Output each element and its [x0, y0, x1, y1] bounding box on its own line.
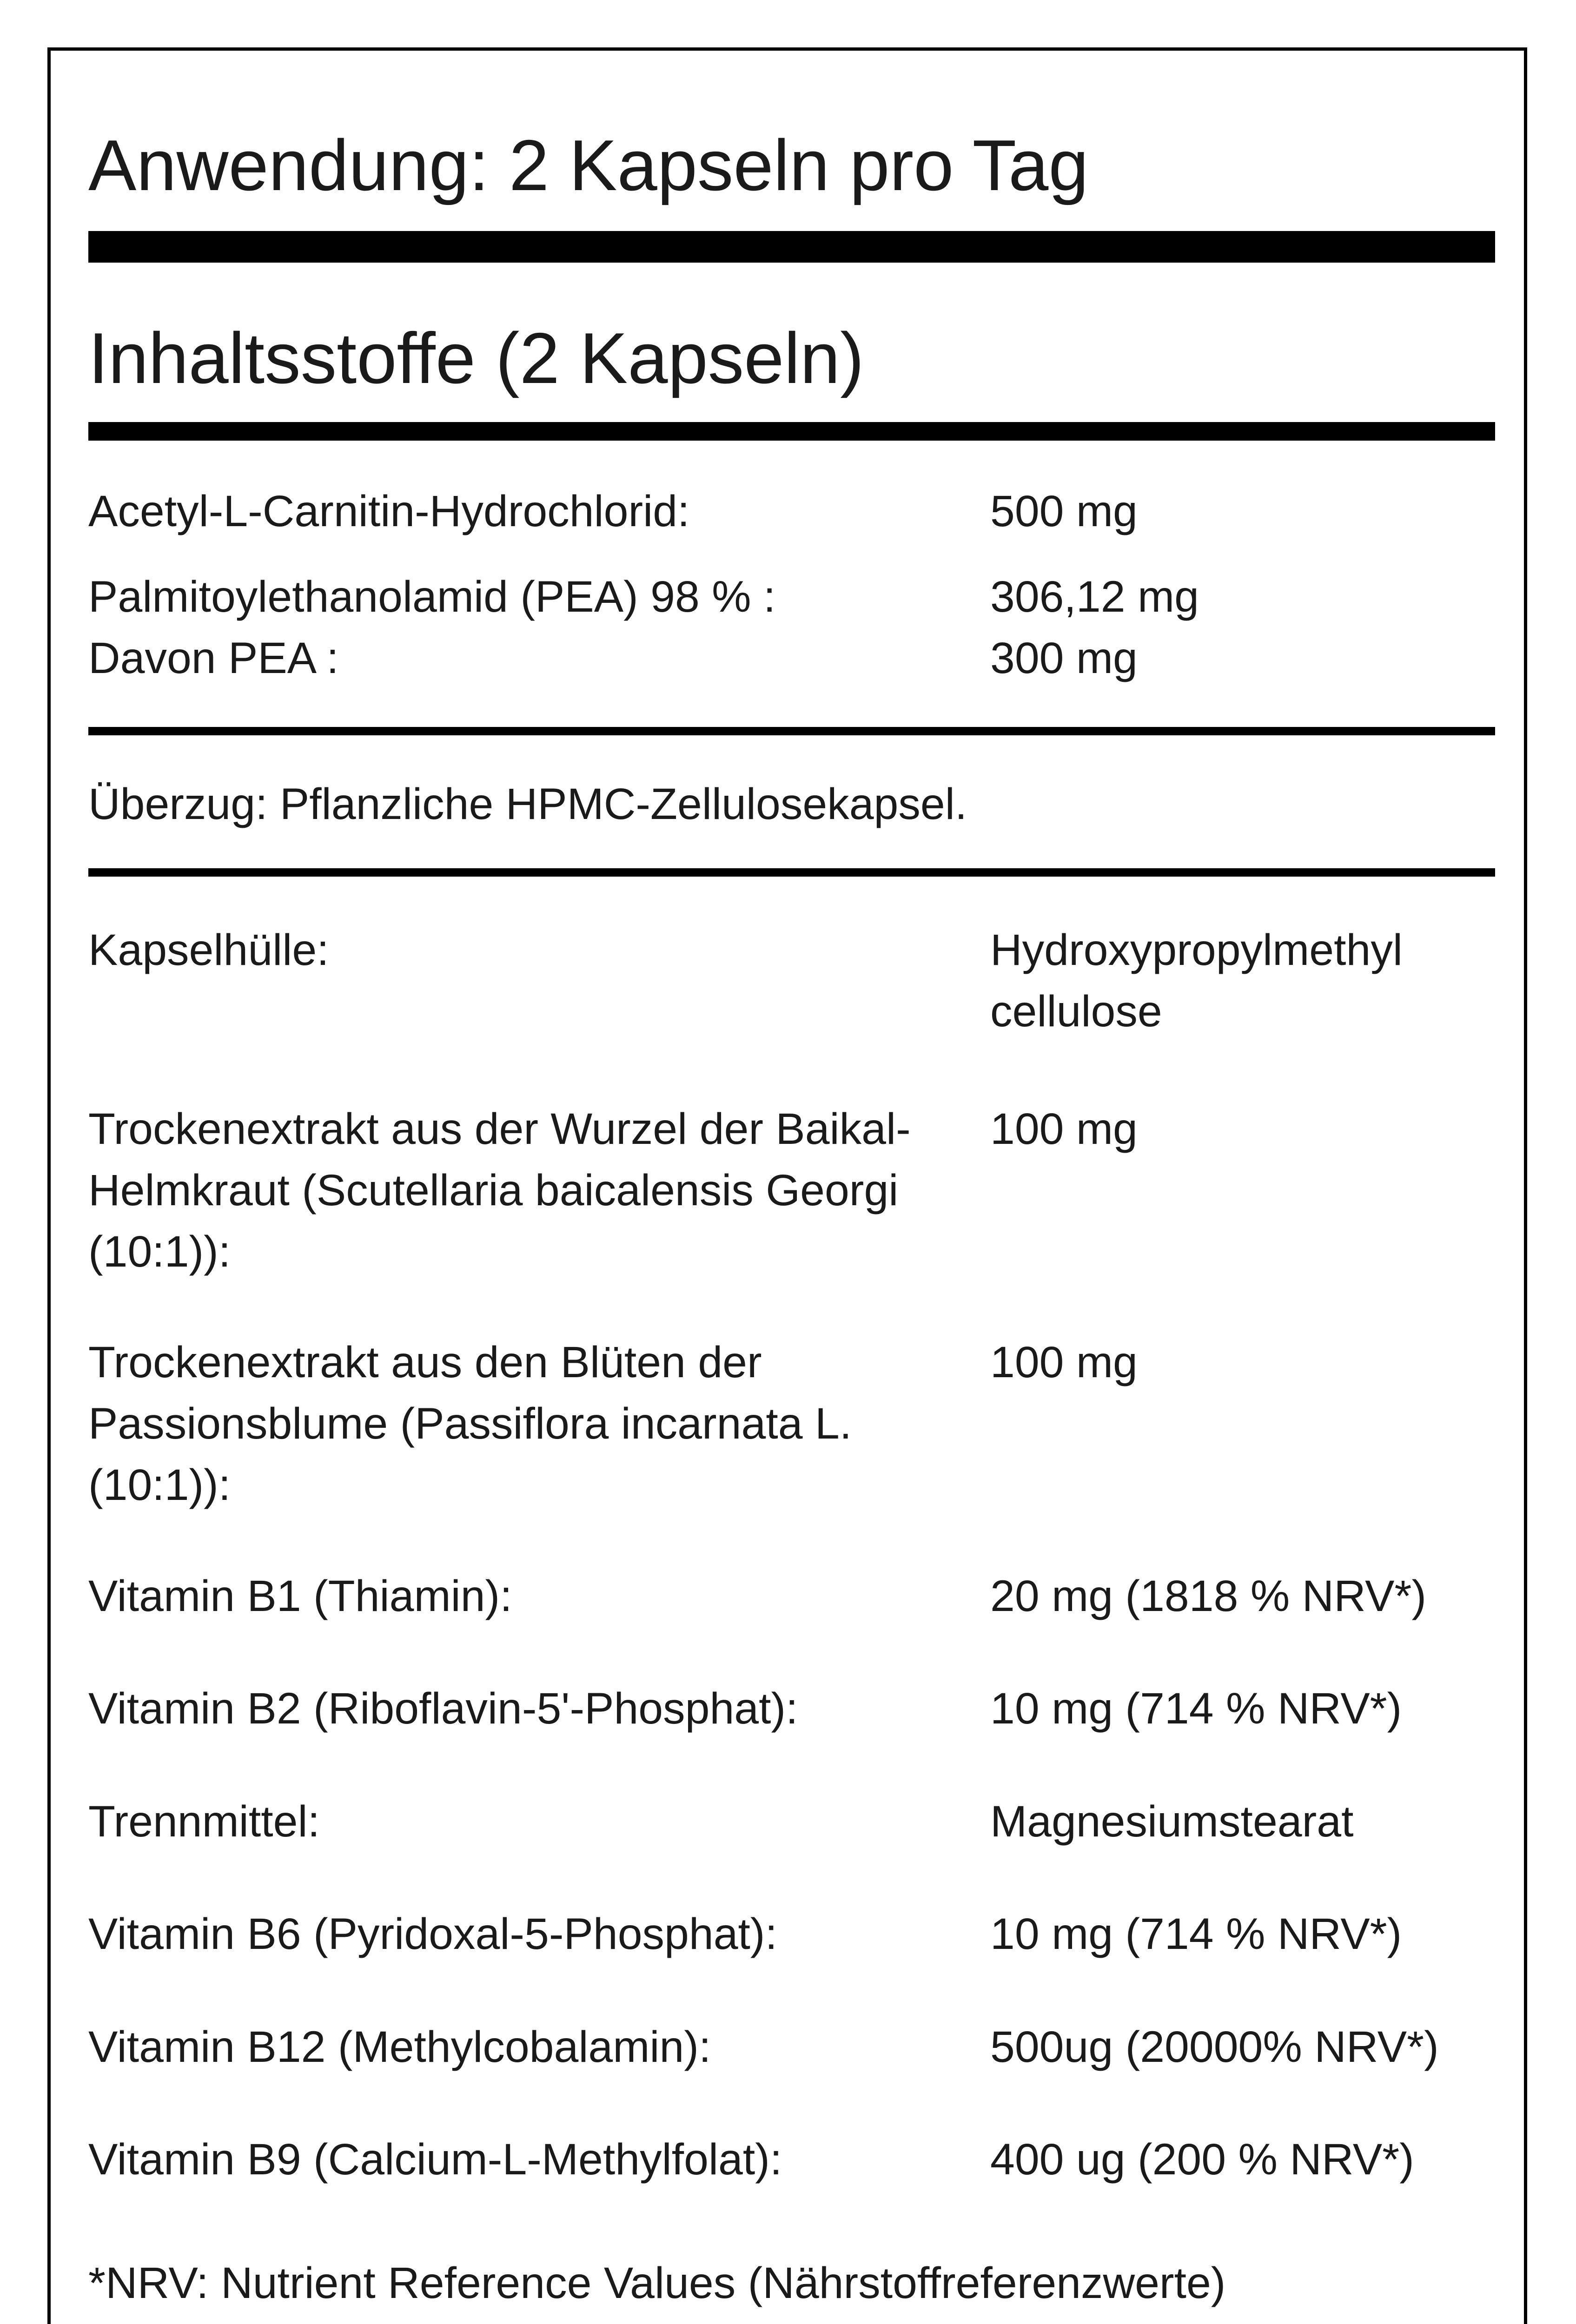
nrv-footnote: *NRV: Nutrient Reference Values (Nährstoffreferenzwerte)	[88, 2258, 1226, 2308]
detail-name: Trockenextrakt aus den Blüten der Passionsblume (Passiflora incarnata L. (10:1)):	[88, 1338, 852, 1510]
detail-name: Vitamin B12 (Methylcobalamin):	[88, 2022, 711, 2072]
detail-name: Vitamin B1 (Thiamin):	[88, 1571, 512, 1621]
detail-amount: 500ug (20000% NRV*)	[990, 2022, 1439, 2072]
detail-amount: Hydroxypropylmethyl cellulose	[990, 925, 1403, 1036]
detail-amount: 100 mg	[990, 1104, 1138, 1154]
ingredient-amount: 300 mg	[990, 634, 1138, 683]
ingredient-amount: 500 mg	[990, 487, 1138, 536]
detail-amount: 100 mg	[990, 1338, 1138, 1387]
detail-amount: 10 mg (714 % NRV*)	[990, 1909, 1402, 1959]
detail-name: Vitamin B6 (Pyridoxal-5-Phosphat):	[88, 1909, 777, 1959]
detail-name: Vitamin B2 (Riboflavin-5'-Phosphat):	[88, 1684, 798, 1733]
usage-heading: Anwendung: 2 Kapseln pro Tag	[88, 125, 1089, 205]
detail-amount: 10 mg (714 % NRV*)	[990, 1684, 1402, 1733]
detail-name: Kapselhülle:	[88, 925, 329, 975]
ingredient-name: Davon PEA :	[88, 634, 339, 683]
ingredient-name: Acetyl-L-Carnitin-Hydrochlorid:	[88, 487, 690, 536]
ingredients-title: Inhaltsstoffe (2 Kapseln)	[88, 318, 864, 398]
detail-name: Trennmittel:	[88, 1797, 320, 1846]
divider	[88, 868, 1495, 877]
ingredient-amount: 306,12 mg	[990, 572, 1199, 621]
detail-amount: Magnesiumstearat	[990, 1797, 1354, 1846]
detail-name: Vitamin B9 (Calcium-L-Methylfolat):	[88, 2135, 782, 2184]
detail-amount: 400 ug (200 % NRV*)	[990, 2135, 1414, 2184]
detail-amount: 20 mg (1818 % NRV*)	[990, 1571, 1427, 1621]
ingredient-name: Palmitoylethanolamid (PEA) 98 % :	[88, 572, 776, 621]
detail-name: Trockenextrakt aus der Wurzel der Baikal-Helmkraut (Scutellaria baicalensis Georgi (10:1)):	[88, 1104, 911, 1276]
coating-text: Überzug: Pflanzliche HPMC-Zellulosekapsel.	[88, 779, 967, 829]
divider	[88, 422, 1495, 441]
divider-thick	[88, 231, 1495, 263]
divider	[88, 727, 1495, 735]
